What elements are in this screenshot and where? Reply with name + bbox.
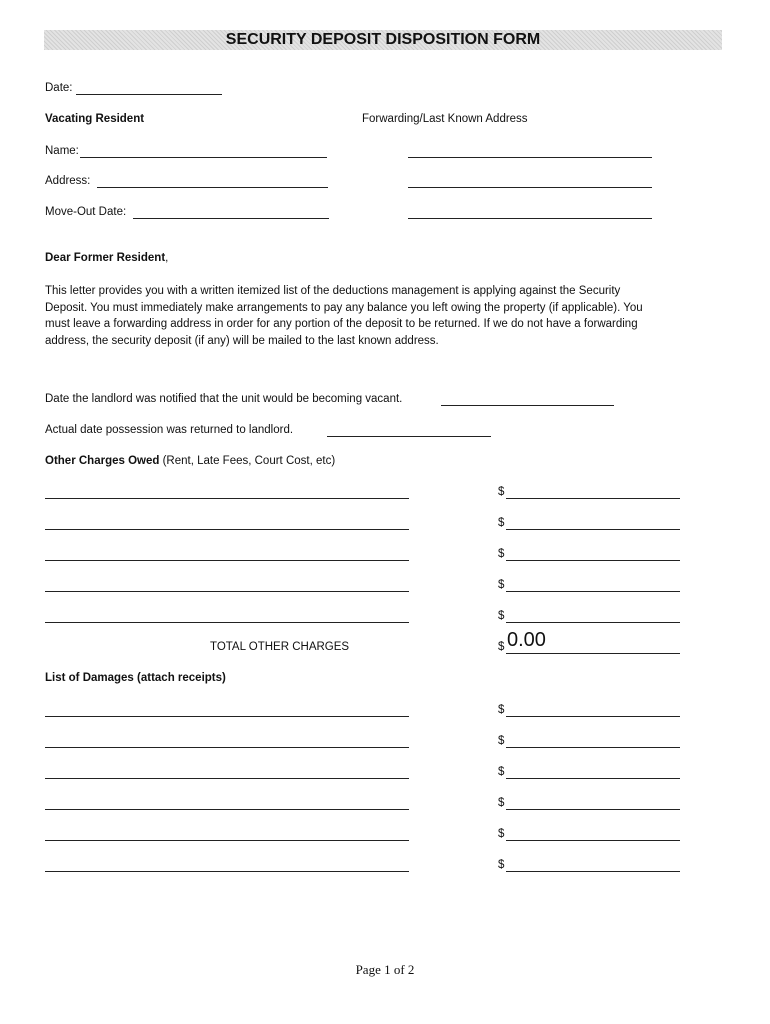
- notified-label: Date the landlord was notified that the unit would be becoming vacant.: [45, 393, 403, 405]
- damage-amount-field[interactable]: [506, 829, 680, 841]
- charge-description-field[interactable]: [45, 518, 409, 530]
- currency-symbol: $: [498, 579, 505, 591]
- letter-line: address, the security deposit (if any) will be mailed to the last known address.: [45, 334, 439, 347]
- page-title: SECURITY DEPOSIT DISPOSITION FORM: [225, 31, 541, 48]
- salutation-rest: ,: [165, 252, 169, 264]
- address-label: Address:: [45, 175, 91, 187]
- damage-description-field[interactable]: [45, 860, 409, 872]
- other-charges-heading: [45, 456, 335, 468]
- total-other-charges-value: 0.00: [507, 629, 546, 651]
- salutation-bold: Dear Former Resident: [45, 252, 166, 264]
- forwarding-extra-field[interactable]: [408, 207, 652, 219]
- currency-symbol: $: [498, 735, 505, 747]
- damages-heading: List of Damages (attach receipts): [45, 672, 226, 684]
- other-charges-title: Other Charges Owed: [45, 455, 160, 467]
- currency-symbol: $: [498, 548, 505, 560]
- moveout-date-field[interactable]: [133, 207, 329, 219]
- charge-amount-field[interactable]: [506, 580, 680, 592]
- letter-line: Deposit. You must immediately make arrangements to pay any balance you left owing the property (if applicable). You: [45, 301, 643, 314]
- charge-amount-field[interactable]: [506, 549, 680, 561]
- damage-amount-field[interactable]: [506, 860, 680, 872]
- currency-symbol: $: [498, 797, 505, 809]
- charge-amount-field[interactable]: [506, 518, 680, 530]
- charge-description-field[interactable]: [45, 580, 409, 592]
- name-label: Name:: [45, 145, 79, 157]
- currency-symbol: $: [498, 766, 505, 778]
- possession-date-field[interactable]: [327, 425, 491, 437]
- damage-amount-field[interactable]: [506, 736, 680, 748]
- letter-line: must leave a forwarding address in order for any portion of the deposit to be returned. If we do not have a forwarding: [45, 318, 638, 330]
- date-label: Date:: [45, 82, 73, 94]
- total-other-charges-label: TOTAL OTHER CHARGES: [210, 641, 350, 653]
- notified-date-field[interactable]: [441, 394, 614, 406]
- charge-amount-field[interactable]: [506, 487, 680, 499]
- currency-symbol: $: [498, 610, 505, 622]
- possession-label: Actual date possession was returned to landlord.: [45, 424, 294, 436]
- currency-symbol: $: [498, 641, 505, 653]
- damage-description-field[interactable]: [45, 767, 409, 779]
- moveout-label: Move-Out Date:: [45, 206, 127, 218]
- charge-description-field[interactable]: [45, 549, 409, 561]
- other-charges-note: (Rent, Late Fees, Court Cost, etc): [159, 455, 336, 467]
- damage-amount-field[interactable]: [506, 705, 680, 717]
- currency-symbol: $: [498, 517, 505, 529]
- address-field[interactable]: [97, 176, 328, 188]
- letter-paragraph: [45, 283, 725, 349]
- vacating-resident-heading: Vacating Resident: [45, 113, 145, 125]
- currency-symbol: $: [498, 704, 505, 716]
- damage-amount-field[interactable]: [506, 767, 680, 779]
- page-number: Page 1 of 2: [355, 962, 415, 977]
- charge-amount-field[interactable]: [506, 611, 680, 623]
- charge-description-field[interactable]: [45, 487, 409, 499]
- forwarding-address-field[interactable]: [408, 176, 652, 188]
- currency-symbol: $: [498, 828, 505, 840]
- salutation: [45, 253, 168, 265]
- currency-symbol: $: [498, 486, 505, 498]
- damage-description-field[interactable]: [45, 736, 409, 748]
- name-field[interactable]: [80, 146, 327, 158]
- date-field[interactable]: [76, 83, 222, 95]
- letter-line: This letter provides you with a written itemized list of the deductions management is applying against the Security: [45, 285, 621, 297]
- damage-description-field[interactable]: [45, 829, 409, 841]
- damage-description-field[interactable]: [45, 798, 409, 810]
- damage-description-field[interactable]: [45, 705, 409, 717]
- forwarding-name-field[interactable]: [408, 146, 652, 158]
- damage-amount-field[interactable]: [506, 798, 680, 810]
- forwarding-address-heading: Forwarding/Last Known Address: [362, 113, 528, 125]
- charge-description-field[interactable]: [45, 611, 409, 623]
- currency-symbol: $: [498, 859, 505, 871]
